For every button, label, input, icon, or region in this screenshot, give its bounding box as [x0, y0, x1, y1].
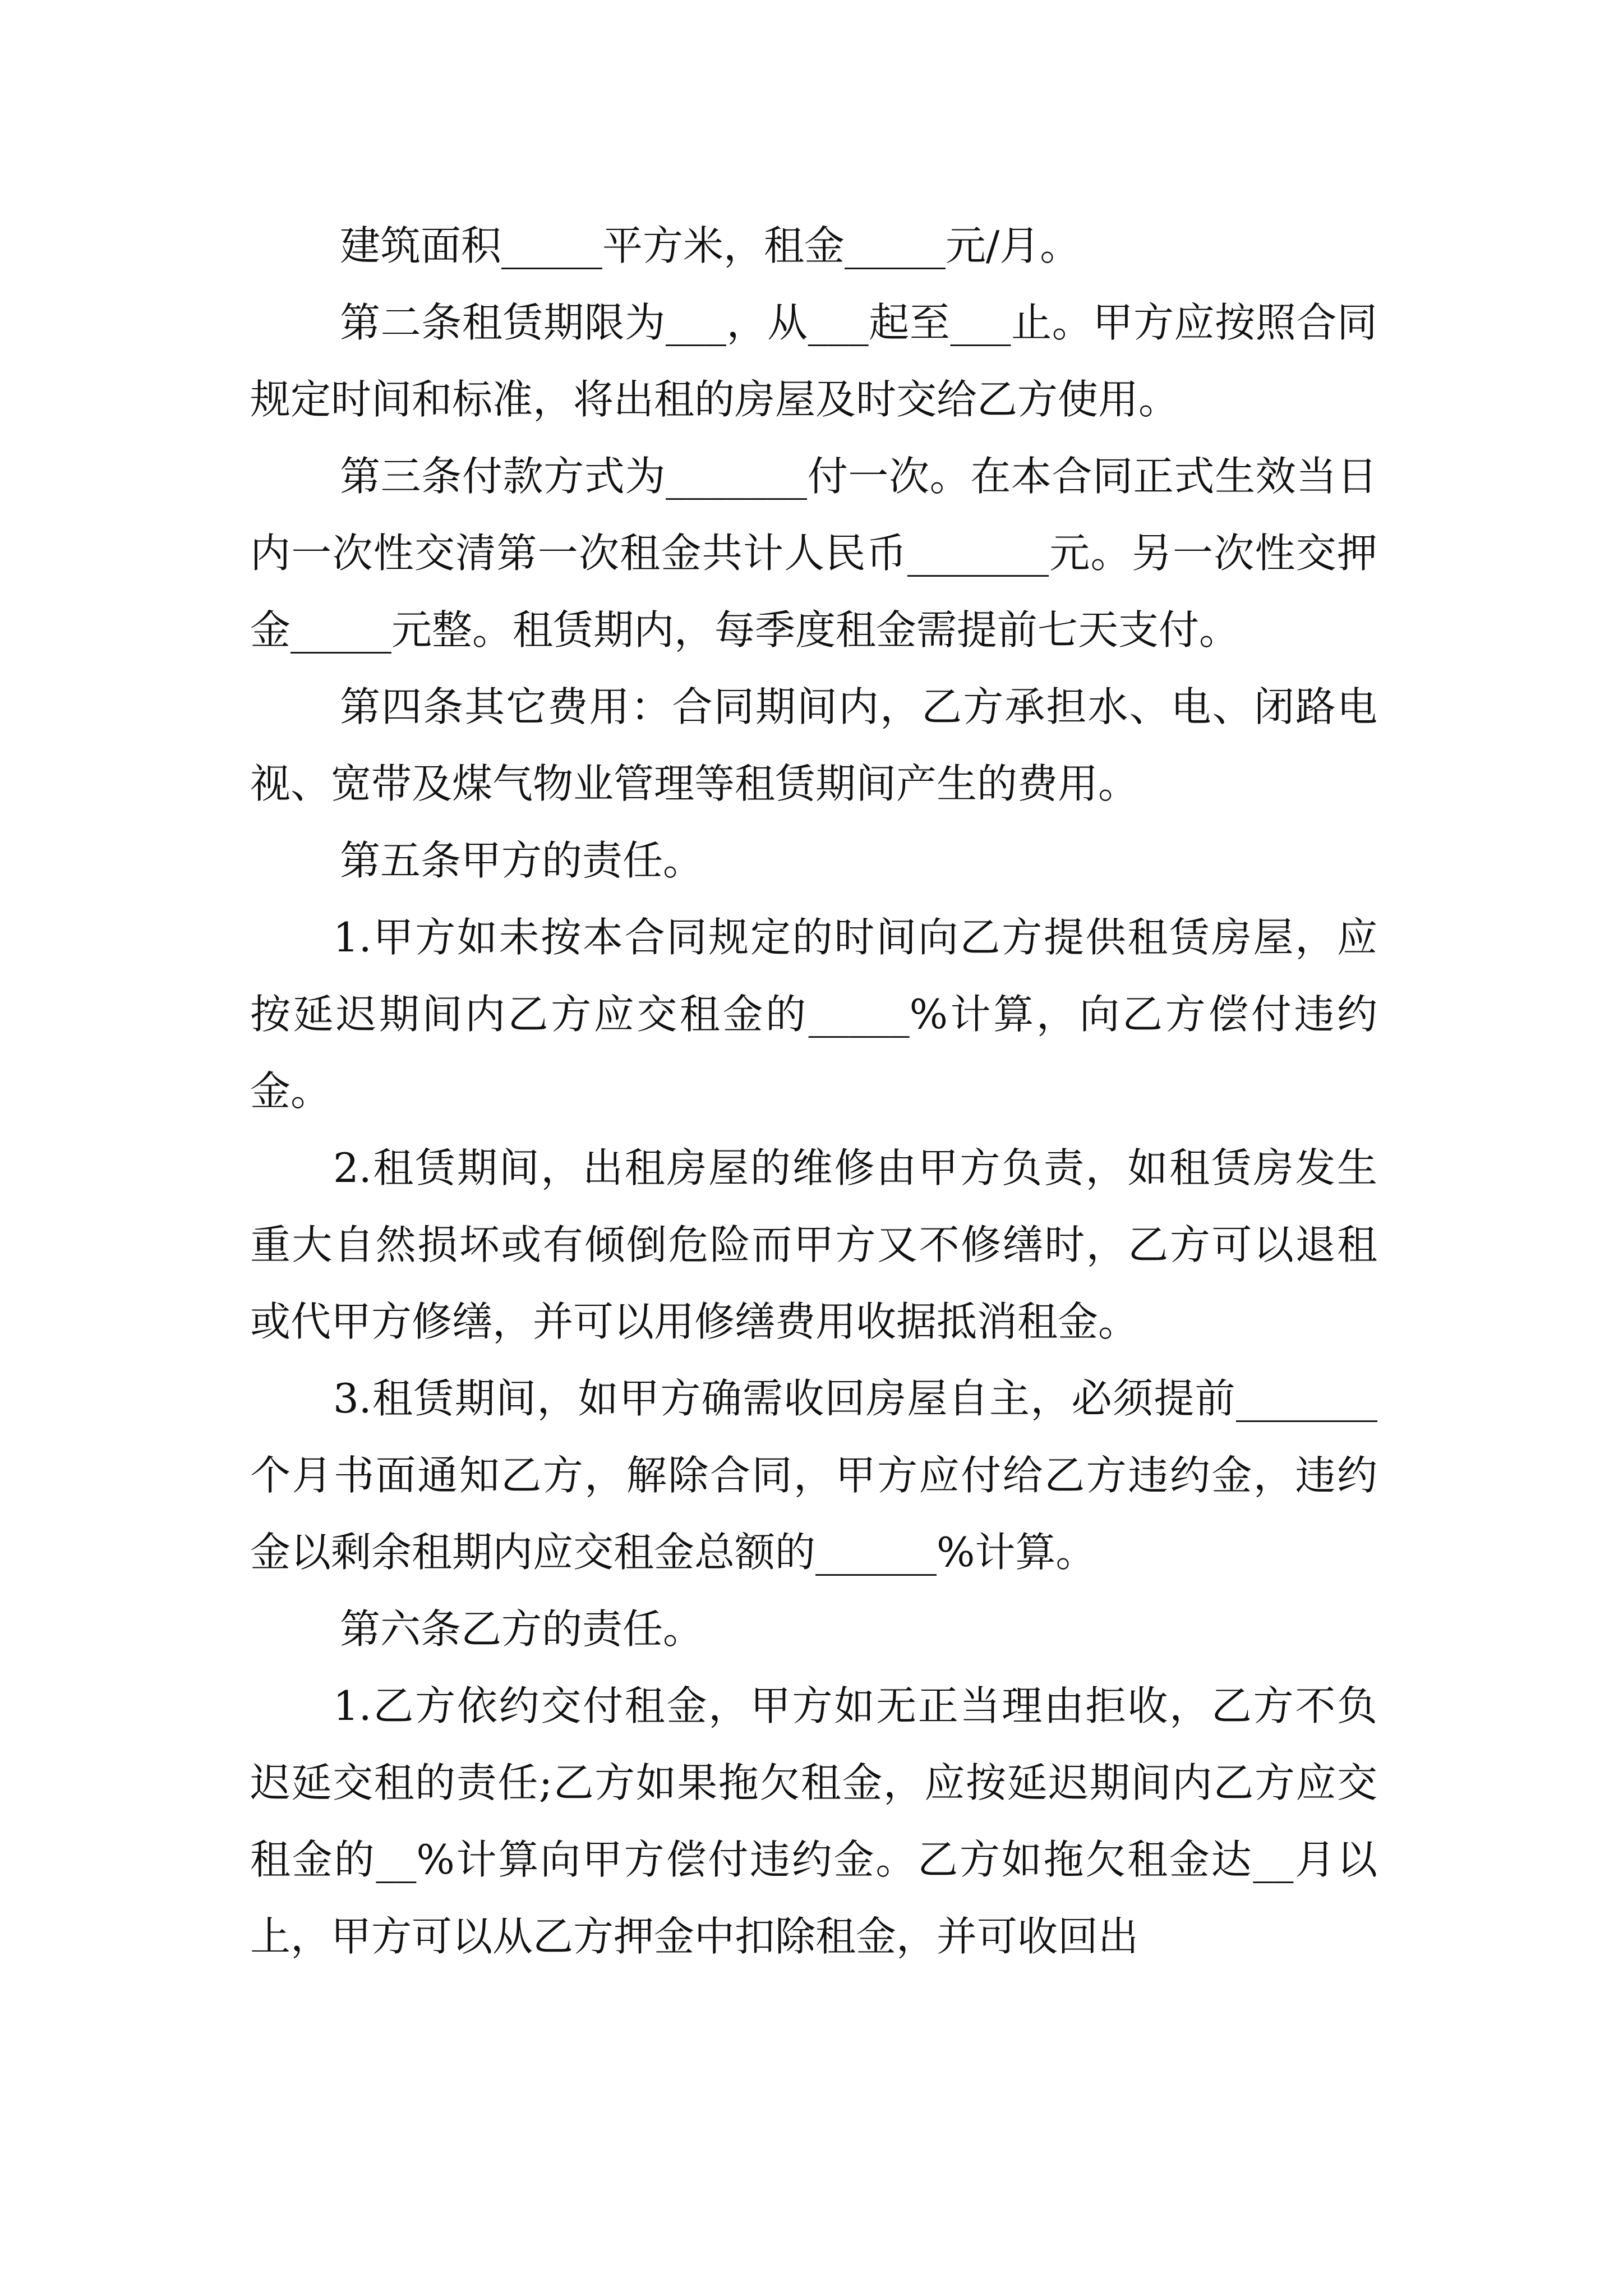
paragraph-article-2-lease-term: 第二条租赁期限为___，从___起至___止。甲方应按照合同规定时间和标准，将出租的房屋及时交给乙方使用。	[250, 299, 1377, 423]
paragraph-article-4-other-fees: 第四条其它费用：合同期间内，乙方承担水、电、闭路电视、宽带及煤气物业管理等租赁期间产生的费用。	[250, 683, 1377, 807]
paragraph-article-5-item-2: 2.租赁期间，出租房屋的维修由甲方负责，如租赁房发生重大自然损坏或有倾倒危险而甲方又不修缮时，乙方可以退租或代甲方修缮，并可以用修缮费用收据抵消租金。	[250, 1144, 1377, 1345]
paragraph-article-6-item-1: 1.乙方依约交付租金，甲方如无正当理由拒收，乙方不负迟延交租的责任;乙方如果拖欠租金，应按延迟期间内乙方应交租金的__%计算向甲方偿付违约金。乙方如拖欠租金达__月以上，甲方可以从乙方押金中扣除租金，并可收回出	[250, 1682, 1377, 1960]
paragraph-article-5-item-1: 1.甲方如未按本合同规定的时间向乙方提供租赁房屋，应按延迟期间内乙方应交租金的_____%计算，向乙方偿付违约金。	[250, 914, 1377, 1115]
document-body	[250, 208, 1377, 1975]
paragraph-article-5-item-3: 3.租赁期间，如甲方确需收回房屋自主，必须提前_______个月书面通知乙方，解除合同，甲方应付给乙方违约金，违约金以剩余租期内应交租金总额的______%计算。	[250, 1375, 1377, 1576]
paragraph-building-area: 建筑面积_____平方米，租金_____元/月。	[340, 222, 1081, 269]
paragraph-article-6-heading: 第六条乙方的责任。	[340, 1605, 704, 1653]
paragraph-article-3-payment: 第三条付款方式为_______付一次。在本合同正式生效当日内一次性交清第一次租金共计人民币_______元。另一次性交押金_____元整。租赁期内，每季度租金需提前七天支付。	[250, 453, 1377, 654]
paragraph-article-5-heading: 第五条甲方的责任。	[340, 837, 704, 884]
